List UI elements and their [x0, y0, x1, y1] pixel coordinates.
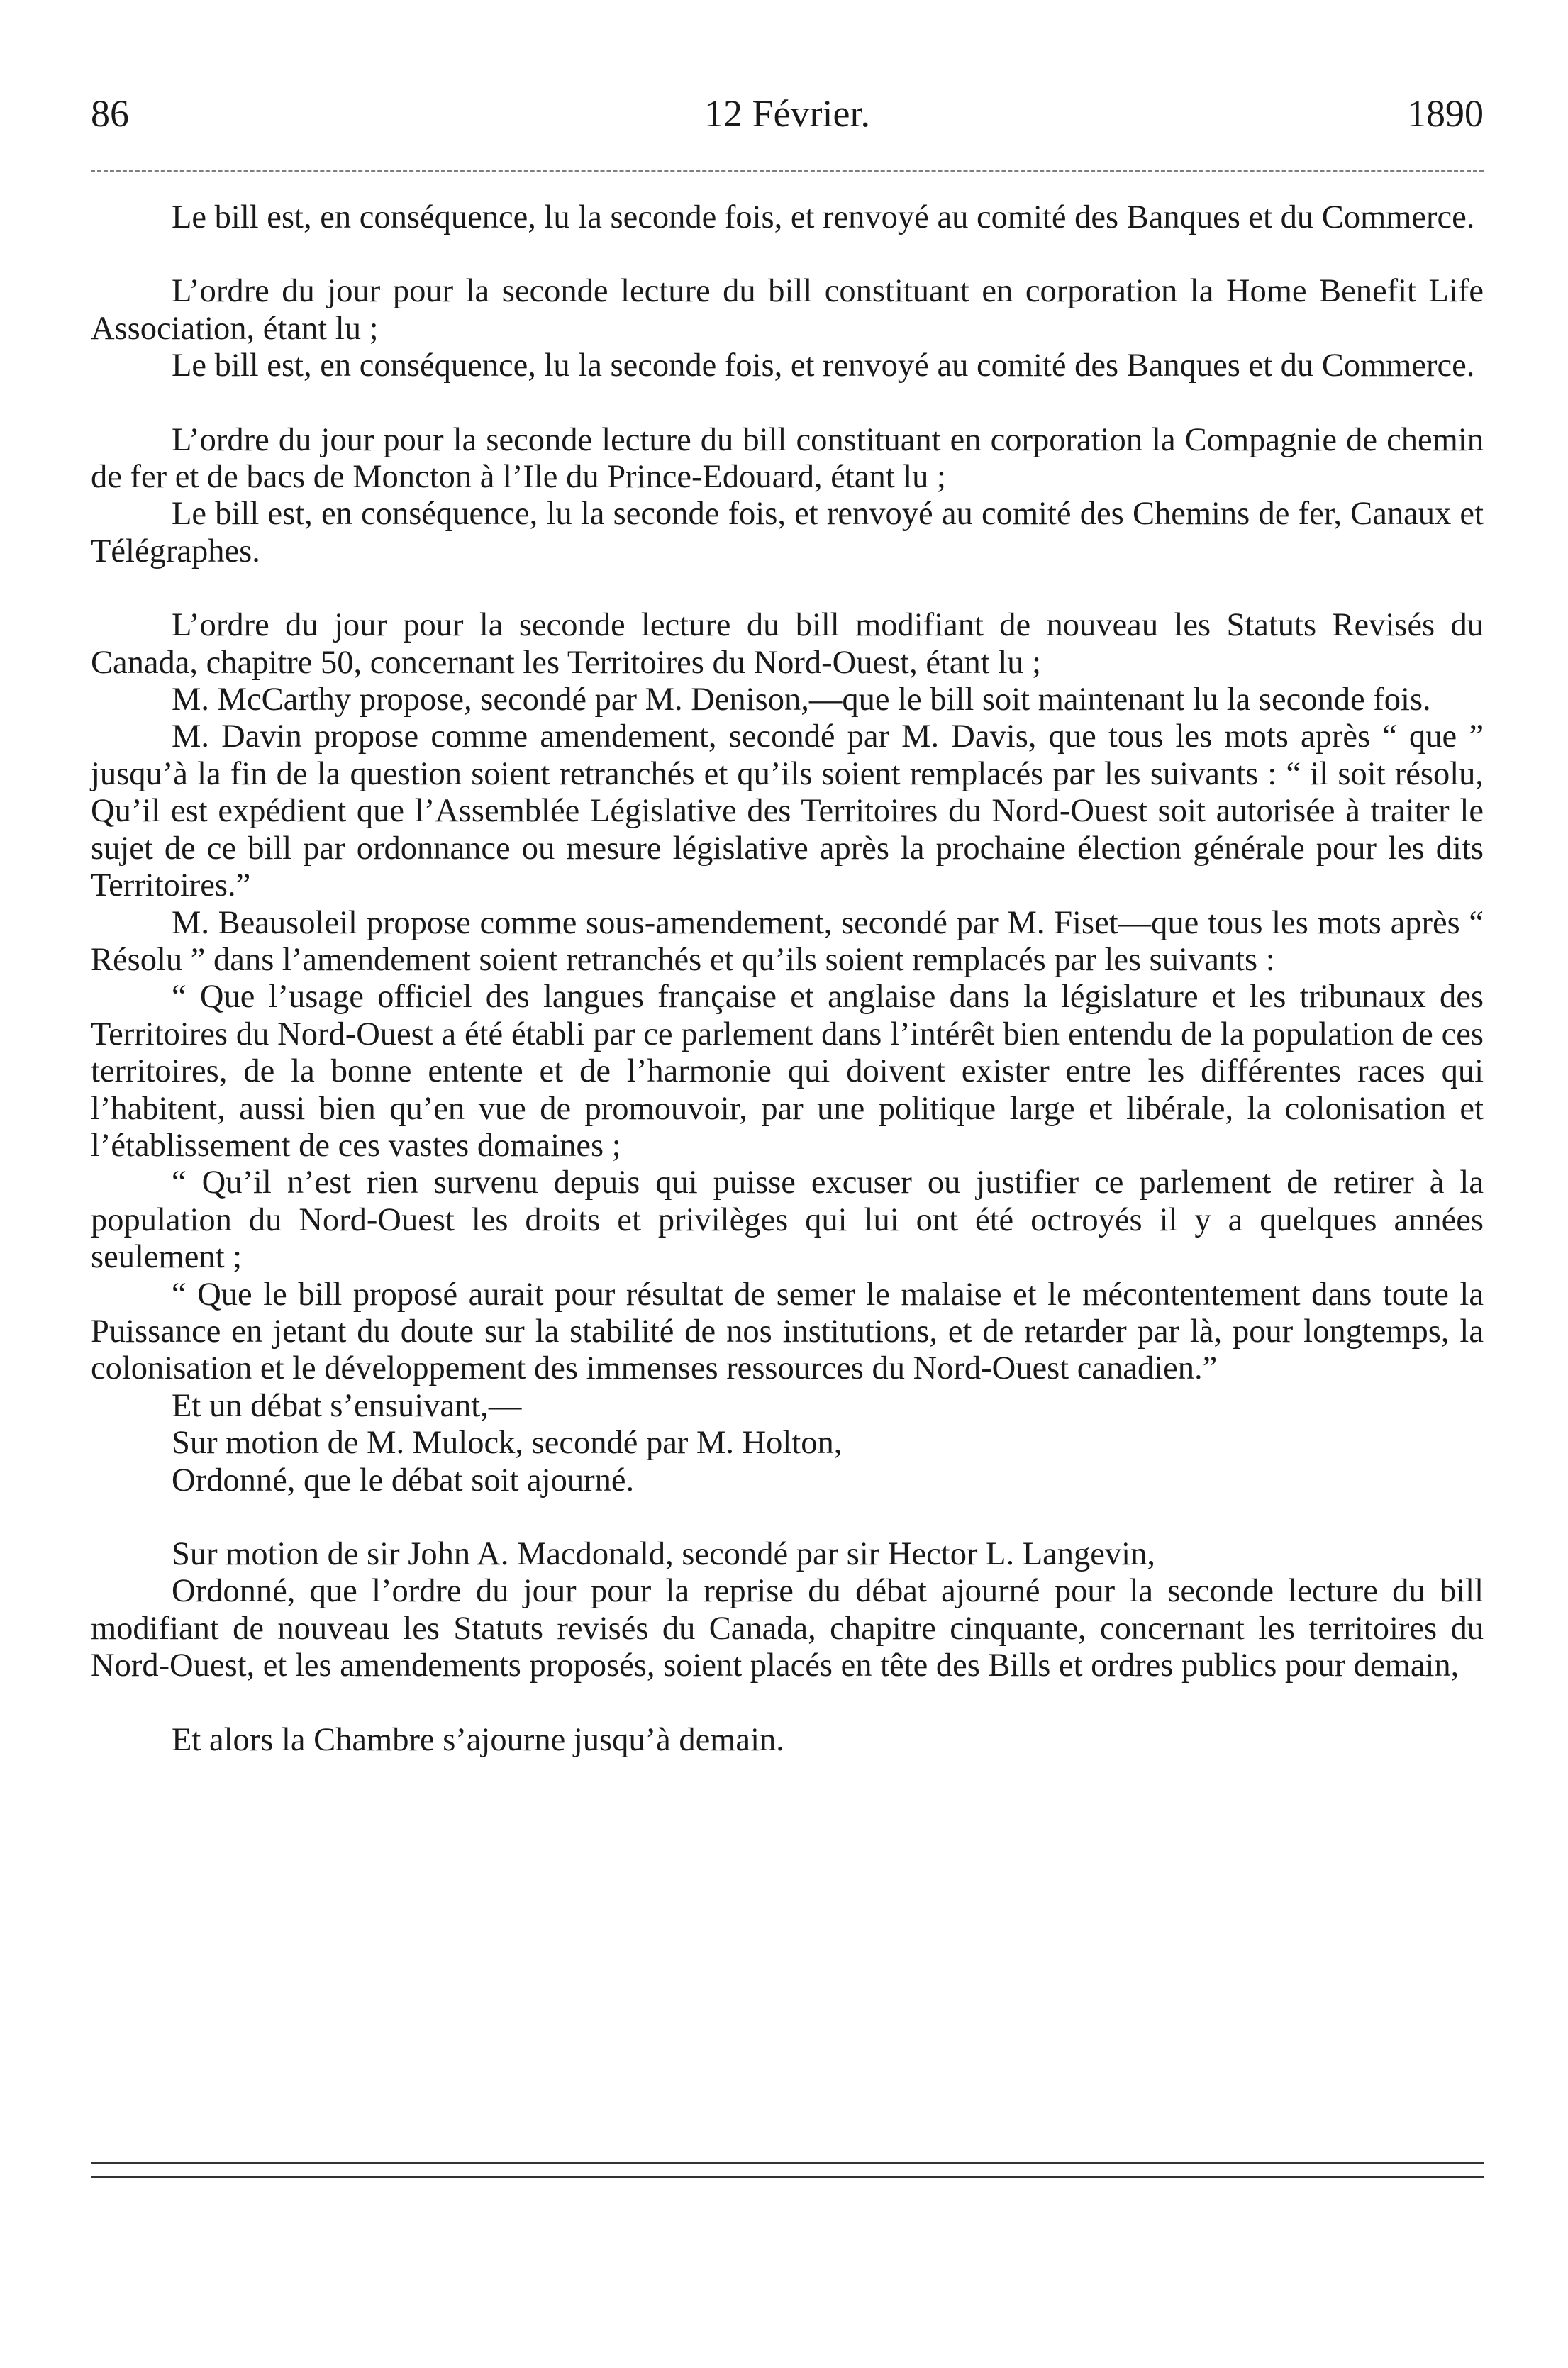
paragraph: Le bill est, en conséquence, lu la seconde fois, et renvoyé au comité des Banques et du Commerce. [172, 199, 1475, 235]
paragraph: M. Beausoleil propose comme sous-amendement, secondé par M. Fiset—que tous les mots après “ Résolu ” dans l’amendement soient retranchés et qu’ils soient remplacés par les suivants : [91, 904, 1484, 978]
paragraph: Le bill est, en conséquence, lu la seconde fois, et renvoyé au comité des Banques et du Commerce. [172, 348, 1475, 384]
paragraph: “ Que le bill proposé aurait pour résultat de semer le malaise et le mécontentement dans toute la Puissance en jetant du doute sur la stabilité de nos institutions, et de retarder par là, pour longtemps, la colonisation et le développement des immenses ressources du Nord-Ouest canadien.” [91, 1276, 1484, 1387]
paragraph: Le bill est, en conséquence, lu la seconde fois, et renvoyé au comité des Chemins de fer, Canaux et Télégraphes. [91, 496, 1484, 569]
paragraph: M. Davin propose comme amendement, secondé par M. Davis, que tous les mots après “ que ” jusqu’à la fin de la question soient retranchés et qu’ils soient remplacés par les suivants : “ il soit résolu, Qu’il est expédient que l’Assemblée Législative des Territoires du Nord-Ouest soit autorisée à traiter le sujet de ce bill par ordonnance ou mesure législative après la prochaine élection générale pour les dits Territoires.” [91, 718, 1484, 904]
paragraph: Ordonné, que l’ordre du jour pour la reprise du débat ajourné pour la seconde lecture du bill modifiant de nouveau les Statuts revisés du Canada, chapitre cinquante, concernant les territoires du Nord-Ouest, et les amendements proposés, soient placés en tête des Bills et ordres publics pour demain, [91, 1573, 1484, 1684]
paragraph: L’ordre du jour pour la seconde lecture du bill constituant en corporation la Home Benefit Life Association, étant lu ; [91, 273, 1484, 347]
paragraph: Sur motion de M. Mulock, secondé par M. Holton, [172, 1425, 843, 1462]
paragraph: Et un débat s’ensuivant,— [172, 1387, 522, 1424]
running-header [91, 85, 1484, 142]
paragraph: L’ordre du jour pour la seconde lecture du bill modifiant de nouveau les Statuts Revisés du Canada, chapitre 50, concernant les Territoires du Nord-Ouest, étant lu ; [91, 607, 1484, 681]
paragraph: L’ordre du jour pour la seconde lecture du bill constituant en corporation la Compagnie de chemin de fer et de bacs de Moncton à l’Ile du Prince-Edouard, étant lu ; [91, 421, 1484, 496]
paragraph: “ Qu’il n’est rien survenu depuis qui puisse excuser ou justifier ce parlement de retirer à la population du Nord-Ouest les droits et privilèges qui lui ont été octroyés il y a quelques années seulement ; [91, 1164, 1484, 1276]
header-rule [91, 170, 1484, 172]
header-year: 1890 [1407, 92, 1484, 135]
paragraph: Et alors la Chambre s’ajourne jusqu’à demain. [172, 1721, 784, 1758]
paragraph: Sur motion de sir John A. Macdonald, secondé par sir Hector L. Langevin, [172, 1536, 1155, 1572]
page-number: 86 [91, 92, 129, 135]
footer-rule-second [91, 2176, 1484, 2178]
document-page [91, 85, 1484, 1759]
paragraph: M. McCarthy propose, secondé par M. Denison,—que le bill soit maintenant lu la seconde fois. [172, 682, 1431, 718]
paragraph: Ordonné, que le débat soit ajourné. [172, 1462, 635, 1499]
paragraph: “ Que l’usage officiel des langues française et anglaise dans la législature et les tribunaux des Territoires du Nord-Ouest a été établi par ce parlement dans l’intérêt bien entendu de la population de ces territoires, de la bonne entente et de l’harmonie qui doivent exister entre les différentes races qui l’habitent, aussi bien qu’en vue de promouvoir, par une politique large et libérale, la colonisation et l’établissement de ces vastes domaines ; [91, 979, 1484, 1164]
footer-rule [91, 2162, 1484, 2164]
header-date: 12 Février. [704, 92, 870, 135]
body-text [91, 199, 1484, 1759]
